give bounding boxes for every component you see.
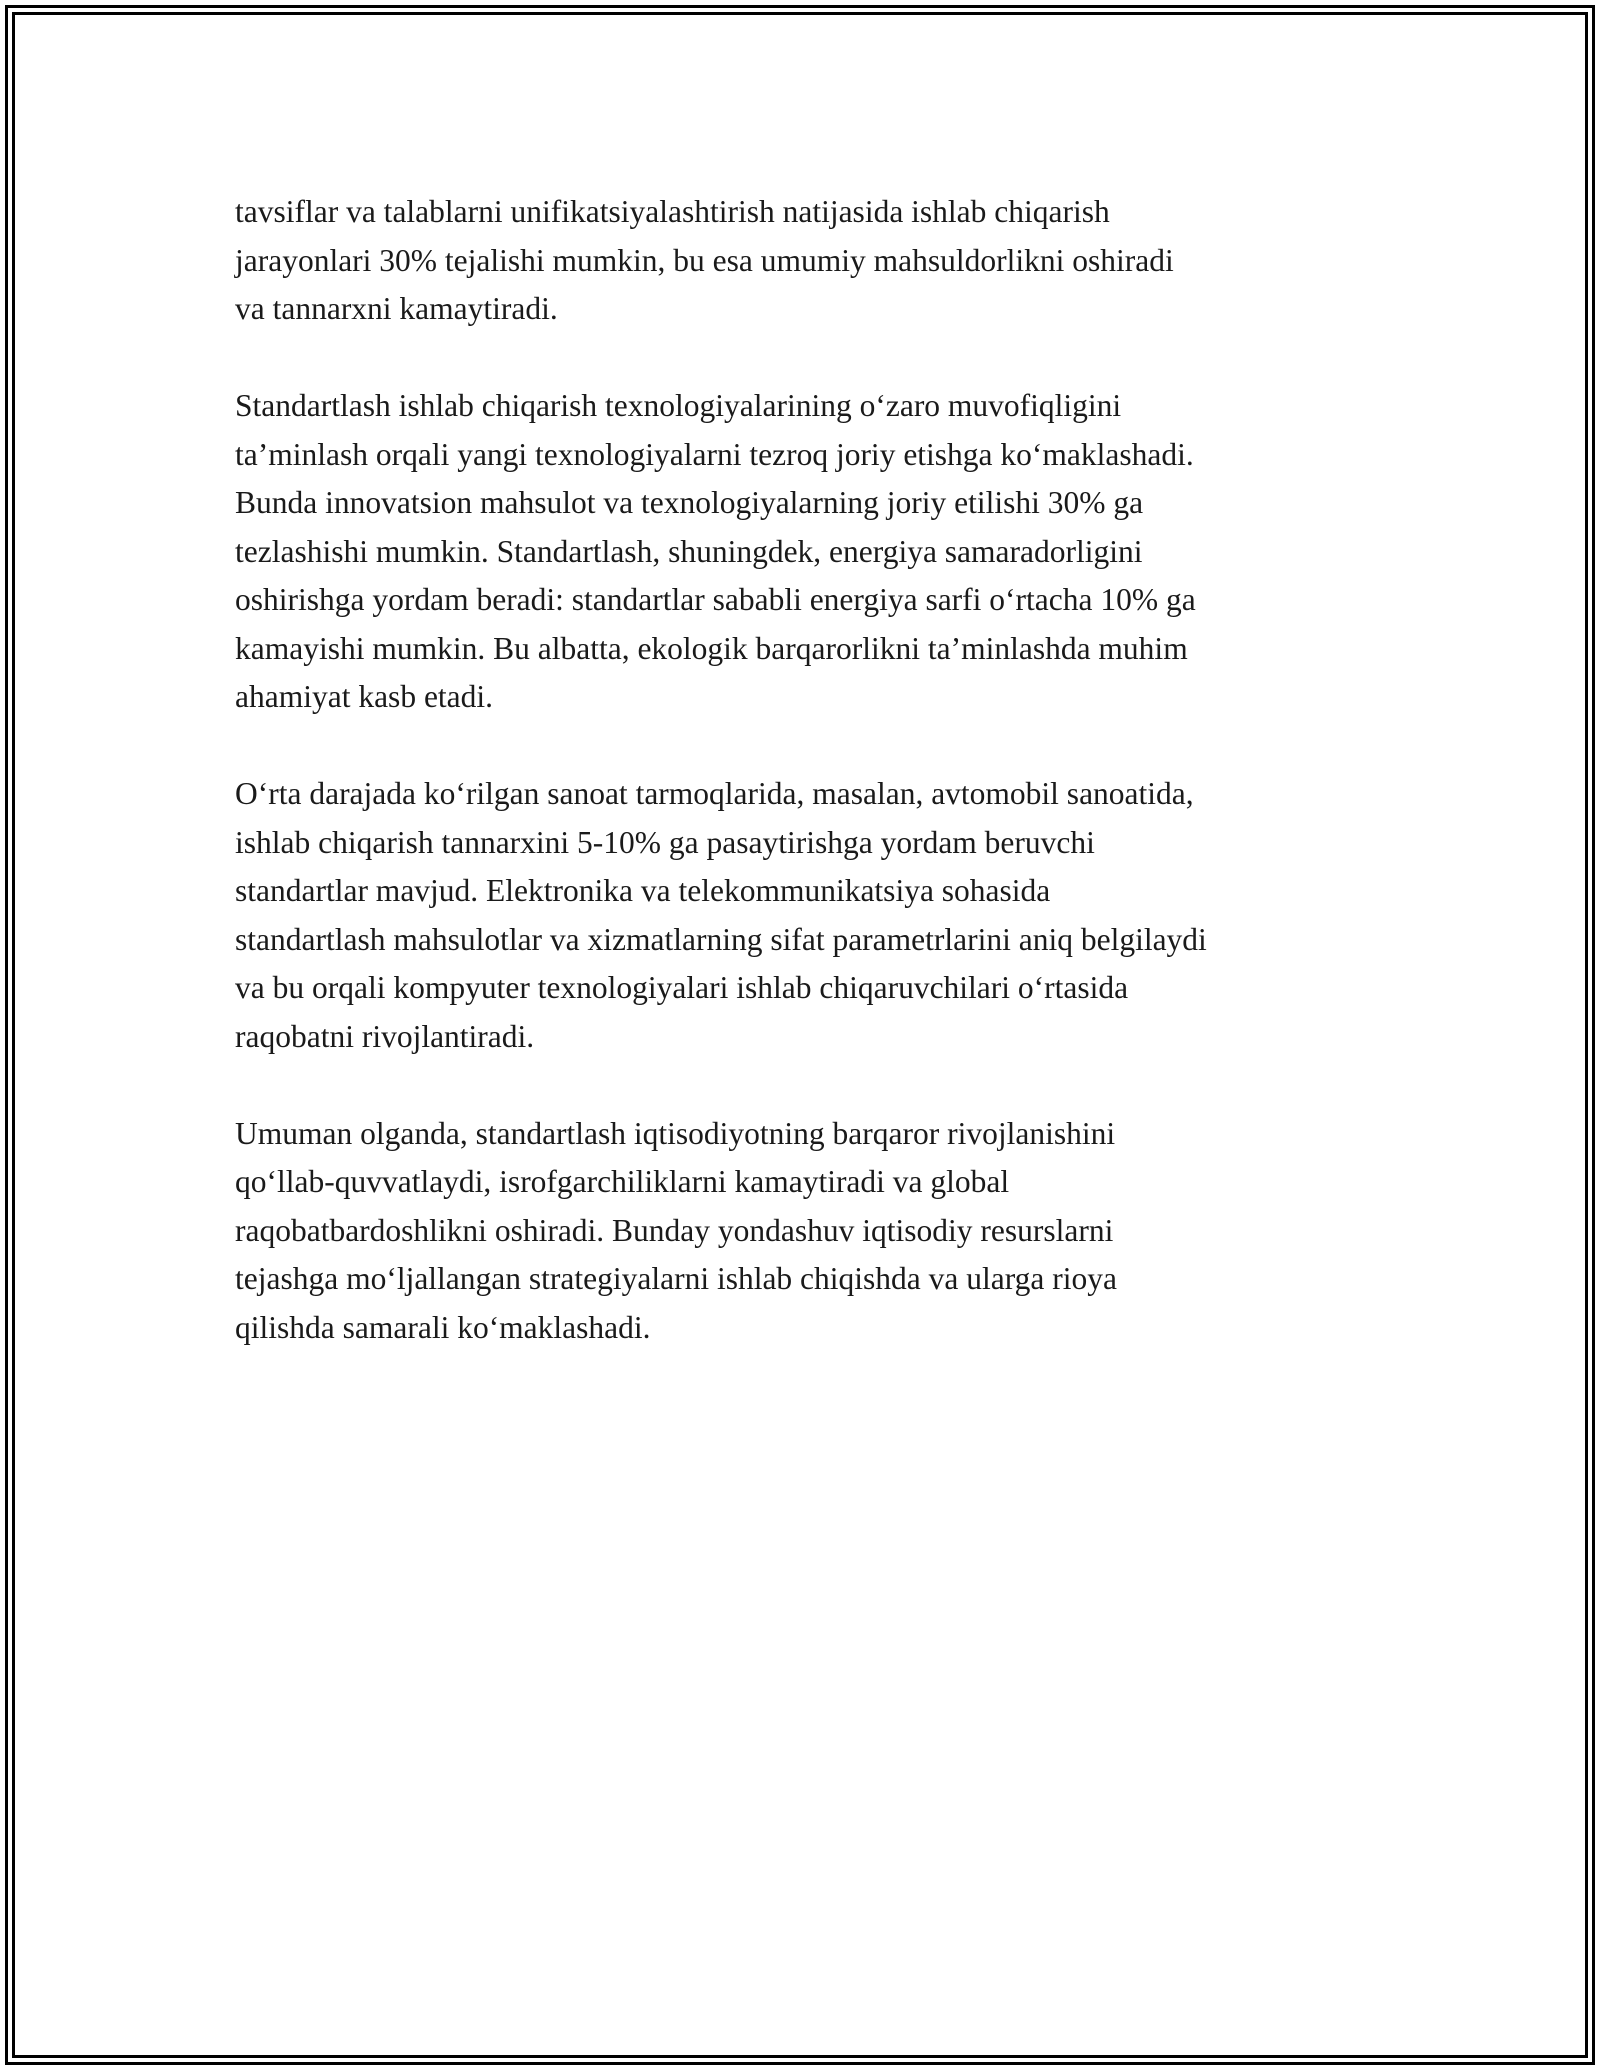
text-line: raqobatbardoshlikni oshiradi. Bunday yondashuv iqtisodiy resurslarni xyxy=(235,1212,1114,1248)
text-line: Bunda innovatsion mahsulot va texnologiyalarning joriy etilishi 30% ga xyxy=(235,485,1144,520)
text-line: va tannarxni kamaytiradi. xyxy=(235,291,558,326)
paragraph xyxy=(235,382,1375,722)
text-line: ahamiyat kasb etadi. xyxy=(235,679,494,714)
text-line: qo‘llab-quvvatlaydi, isrofgarchiliklarni kamaytiradi va global xyxy=(235,1164,1010,1199)
text-line: Standartlash ishlab chiqarish texnologiyalarining o‘zaro muvofiqligini xyxy=(235,388,1122,423)
paragraph xyxy=(235,1110,1375,1353)
text-line: O‘rta darajada ko‘rilgan sanoat tarmoqlarida, masalan, avtomobil sanoatida, xyxy=(235,776,1194,811)
paragraph xyxy=(235,770,1375,1061)
paragraph xyxy=(235,188,1375,334)
text-line: tezlashishi mumkin. Standartlash, shuningdek, energiya samaradorligini xyxy=(235,533,1143,569)
text-line: ta’minlash orqali yangi texnologiyalarni tezroq joriy etishga ko‘maklashadi. xyxy=(235,436,1194,472)
text-line: tavsiflar va talablarni unifikatsiyalashtirish natijasida ishlab chiqarish xyxy=(235,194,1110,229)
text-line: qilishda samarali ko‘maklashadi. xyxy=(235,1309,651,1345)
text-line: kamayishi mumkin. Bu albatta, ekologik barqarorlikni ta’minlashda muhim xyxy=(235,630,1188,666)
document-body xyxy=(235,188,1375,1401)
text-line: raqobatni rivojlantiradi. xyxy=(235,1018,535,1054)
text-line: jarayonlari 30% tejalishi mumkin, bu esa umumiy mahsuldorlikni oshiradi xyxy=(235,242,1174,278)
text-line: oshirishga yordam beradi: standartlar sababli energiya sarfi o‘rtacha 10% ga xyxy=(235,582,1196,617)
text-line: standartlash mahsulotlar va xizmatlarning sifat parametrlarini aniq belgilaydi xyxy=(235,921,1207,957)
text-line: Umuman olganda, standartlash iqtisodiyotning barqaror rivojlanishini xyxy=(235,1115,1116,1151)
text-line: va bu orqali kompyuter texnologiyalari ishlab chiqaruvchilari o‘rtasida xyxy=(235,970,1129,1005)
text-line: standartlar mavjud. Elektronika va telekommunikatsiya sohasida xyxy=(235,873,1051,908)
text-line: ishlab chiqarish tannarxini 5-10% ga pasaytirishga yordam beruvchi xyxy=(235,824,1095,860)
text-line: tejashga mo‘ljallangan strategiyalarni ishlab chiqishda va ularga rioya xyxy=(235,1261,1117,1296)
